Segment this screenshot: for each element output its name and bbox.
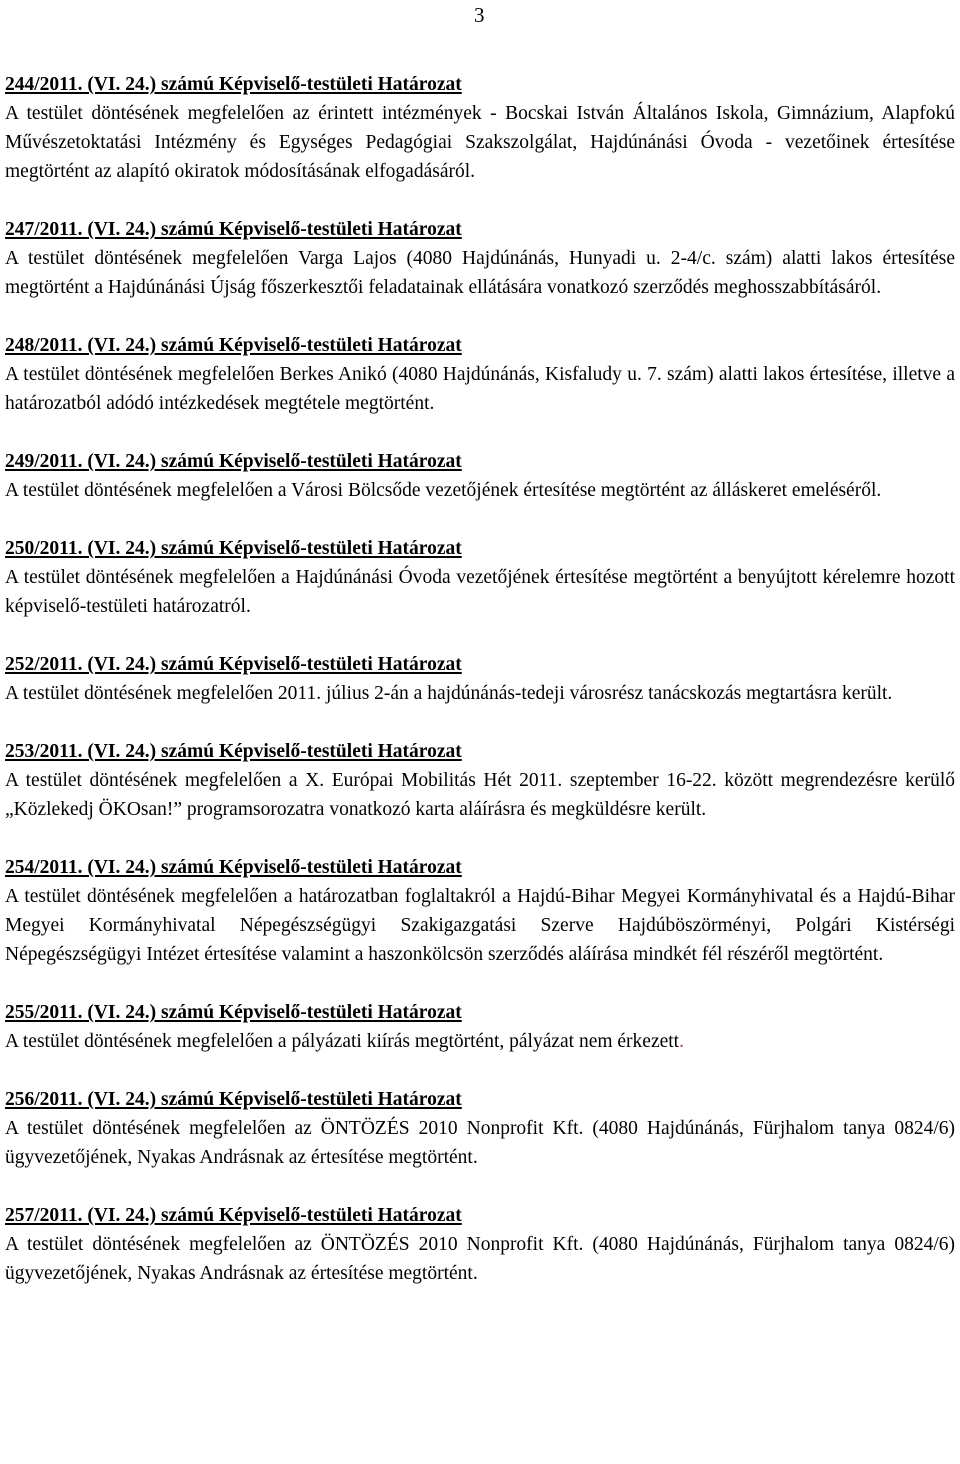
resolution-248 (5, 331, 955, 418)
resolution-250 (5, 534, 955, 621)
resolution-text: A testület döntésének megfelelően a X. Európai Mobilitás Hét 2011. szeptember 16-22. között megrendezésre kerülő „Közlekedj ÖKOsan!” programsorozatra vonatkozó karta aláírásra és megküldésre került. (5, 770, 955, 820)
resolution-heading: 256/2011. (VI. 24.) számú Képviselő-testületi Határozat (5, 1089, 462, 1110)
resolution-heading: 249/2011. (VI. 24.) számú Képviselő-testületi Határozat (5, 451, 462, 472)
resolution-text-main: A testület döntésének megfelelően a pályázati kiírás megtörtént, pályázat nem érkezett (5, 1031, 680, 1052)
resolution-heading: 257/2011. (VI. 24.) számú Képviselő-testületi Határozat (5, 1205, 462, 1226)
resolution-256 (5, 1085, 955, 1172)
resolution-247 (5, 215, 955, 302)
resolution-254 (5, 853, 955, 969)
resolution-text: A testület döntésének megfelelően Berkes Anikó (4080 Hajdúnánás, Kisfaludy u. 7. szám) alatti lakos értesítése, illetve a határozatból adódó intézkedések megtétele megtörtént. (5, 364, 955, 414)
resolution-heading: 244/2011. (VI. 24.) számú Képviselő-testületi Határozat (5, 74, 462, 95)
page-number: 3 (474, 3, 485, 27)
resolution-text: A testület döntésének megfelelően az ÖNTÖZÉS 2010 Nonprofit Kft. (4080 Hajdúnánás, Fürjhalom tanya 0824/6) ügyvezetőjének, Nyakas Andrásnak az értesítése megtörtént. (5, 1118, 955, 1168)
resolution-text: A testület döntésének megfelelően a Hajdúnánási Óvoda vezetőjének értesítése megtörtént a benyújtott kérelemre hozott képviselő-testületi határozatról. (5, 567, 955, 617)
resolution-text: A testület döntésének megfelelően a Városi Bölcsőde vezetőjének értesítése megtörtént az álláskeret emeléséről. (5, 480, 882, 501)
resolution-heading: 248/2011. (VI. 24.) számú Képviselő-testületi Határozat (5, 335, 462, 356)
resolution-244 (5, 70, 955, 186)
resolution-heading: 255/2011. (VI. 24.) számú Képviselő-testületi Határozat (5, 1002, 462, 1023)
resolution-text: A testület döntésének megfelelően az ÖNTÖZÉS 2010 Nonprofit Kft. (4080 Hajdúnánás, Fürjhalom tanya 0824/6) ügyvezetőjének, Nyakas Andrásnak az értesítése megtörtént. (5, 1234, 955, 1284)
resolution-253 (5, 737, 955, 824)
resolution-heading: 254/2011. (VI. 24.) számú Képviselő-testületi Határozat (5, 857, 462, 878)
resolution-heading: 253/2011. (VI. 24.) számú Képviselő-testületi Határozat (5, 741, 462, 762)
resolution-257 (5, 1201, 955, 1288)
resolution-heading: 247/2011. (VI. 24.) számú Képviselő-testületi Határozat (5, 219, 462, 240)
resolution-255 (5, 998, 955, 1056)
resolution-text: A testület döntésének megfelelően Varga Lajos (4080 Hajdúnánás, Hunyadi u. 2-4/c. szám) alatti lakos értesítése megtörtént a Hajdúnánási Újság főszerkesztői feladatainak ellátására vonatkozó szerződés meghosszabbításáról. (5, 248, 955, 298)
resolution-text-trailing-period: . (679, 1031, 684, 1052)
resolution-heading: 252/2011. (VI. 24.) számú Képviselő-testületi Határozat (5, 654, 462, 675)
resolution-heading: 250/2011. (VI. 24.) számú Képviselő-testületi Határozat (5, 538, 462, 559)
document-body (5, 70, 955, 1288)
resolution-text: A testület döntésének megfelelően 2011. július 2-án a hajdúnánás-tedeji városrész tanácskozás megtartásra került. (5, 683, 893, 704)
resolution-252 (5, 650, 955, 708)
resolution-text (5, 1027, 955, 1056)
resolution-text: A testület döntésének megfelelően a határozatban foglaltakról a Hajdú-Bihar Megyei Kormányhivatal és a Hajdú-Bihar Megyei Kormányhivatal Népegészségügyi Szakigazgatási Szerve Hajdúböszörményi, Polgári Kistérségi Népegészségügyi Intézet értesítése valamint a haszonkölcsön szerződés aláírása mindkét fél részéről megtörtént. (5, 886, 955, 965)
resolution-text: A testület döntésének megfelelően az érintett intézmények - Bocskai István Általános Iskola, Gimnázium, Alapfokú Művészetoktatási Intézmény és Egységes Pedagógiai Szakszolgálat, Hajdúnánási Óvoda - vezetőinek értesítése megtörtént az alapító okiratok módosításának elfogadásáról. (5, 103, 955, 182)
resolution-249 (5, 447, 955, 505)
